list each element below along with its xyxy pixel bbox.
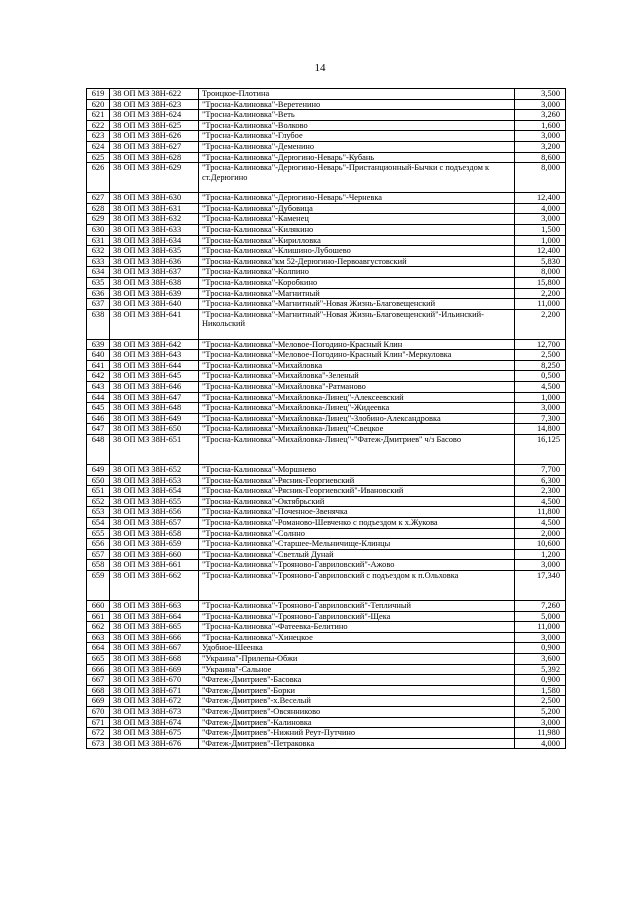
table-row bbox=[87, 696, 566, 707]
road-length-cell: 3,200 bbox=[515, 141, 566, 152]
road-id-cell: 38 ОП МЗ 38Н-669 bbox=[110, 664, 199, 675]
table-row bbox=[87, 392, 566, 403]
road-name-cell: "Фатеж-Дмитриев"-Петраковка bbox=[199, 738, 515, 749]
road-length-cell: 3,000 bbox=[515, 99, 566, 110]
row-number-cell: 666 bbox=[87, 664, 110, 675]
road-name-cell: "Тросна-Калиновка"-Коробкино bbox=[199, 277, 515, 288]
row-number-cell: 673 bbox=[87, 738, 110, 749]
road-name-cell: "Тросна-Калиновка"-Дерюгино-Неварь"-Пристанционный-Бычки с подъездом к ст.Дерюгино bbox=[199, 163, 515, 193]
table-row bbox=[87, 141, 566, 152]
road-length-cell: 4,500 bbox=[515, 518, 566, 529]
road-length-cell: 5,392 bbox=[515, 664, 566, 675]
table-row bbox=[87, 350, 566, 361]
row-number-cell: 653 bbox=[87, 507, 110, 518]
table-row bbox=[87, 475, 566, 486]
row-number-cell: 620 bbox=[87, 99, 110, 110]
table-row bbox=[87, 120, 566, 131]
row-number-cell: 630 bbox=[87, 224, 110, 235]
row-number-cell: 650 bbox=[87, 475, 110, 486]
road-length-cell: 12,400 bbox=[515, 193, 566, 204]
row-number-cell: 638 bbox=[87, 309, 110, 339]
road-id-cell: 38 ОП МЗ 38Н-654 bbox=[110, 486, 199, 497]
road-name-cell: "Тросна-Калиновка"-Старшее-Мельничище-Клинцы bbox=[199, 539, 515, 550]
road-name-cell: "Тросна-Калиновка"-Меловое-Погодино-Красный Клин"-Меркуловка bbox=[199, 350, 515, 361]
road-length-cell: 1,200 bbox=[515, 549, 566, 560]
road-id-cell: 38 ОП МЗ 38Н-641 bbox=[110, 309, 199, 339]
table-row bbox=[87, 643, 566, 654]
row-number-cell: 655 bbox=[87, 528, 110, 539]
road-length-cell: 15,800 bbox=[515, 277, 566, 288]
row-number-cell: 636 bbox=[87, 288, 110, 299]
row-number-cell: 665 bbox=[87, 653, 110, 664]
road-name-cell: "Тросна-Калиновка"-Магнитный bbox=[199, 288, 515, 299]
row-number-cell: 642 bbox=[87, 371, 110, 382]
road-length-cell: 3,000 bbox=[515, 131, 566, 142]
table-row bbox=[87, 424, 566, 435]
road-name-cell: "Тросна-Калиновка"км 52-Дерюгино-Первоавгустовский bbox=[199, 256, 515, 267]
road-id-cell: 38 ОП МЗ 38Н-657 bbox=[110, 518, 199, 529]
road-name-cell: "Тросна-Калиновка"-Клишино-Лубошево bbox=[199, 246, 515, 257]
road-length-cell: 8,250 bbox=[515, 360, 566, 371]
road-name-cell: "Тросна-Калиновка"-Михайловка-Линец"-Злобино-Александровка bbox=[199, 413, 515, 424]
road-id-cell: 38 ОП МЗ 38Н-623 bbox=[110, 99, 199, 110]
table-row bbox=[87, 214, 566, 225]
row-number-cell: 661 bbox=[87, 611, 110, 622]
road-name-cell: "Тросна-Калиновка"-Дерюгино-Неварь"-Черневка bbox=[199, 193, 515, 204]
road-length-cell: 12,700 bbox=[515, 339, 566, 350]
road-id-cell: 38 ОП МЗ 38Н-656 bbox=[110, 507, 199, 518]
road-length-cell: 0,900 bbox=[515, 643, 566, 654]
road-length-cell: 1,580 bbox=[515, 685, 566, 696]
road-length-cell: 4,000 bbox=[515, 738, 566, 749]
road-id-cell: 38 ОП МЗ 38Н-653 bbox=[110, 475, 199, 486]
road-name-cell: "Тросна-Калиновка"-Кирилловка bbox=[199, 235, 515, 246]
road-id-cell: 38 ОП МЗ 38Н-663 bbox=[110, 600, 199, 611]
road-id-cell: 38 ОП МЗ 38Н-624 bbox=[110, 110, 199, 121]
road-length-cell: 3,000 bbox=[515, 632, 566, 643]
road-length-cell: 11,980 bbox=[515, 728, 566, 739]
road-name-cell: "Тросна-Калиновка"-Октябрьский bbox=[199, 496, 515, 507]
road-id-cell: 38 ОП МЗ 38Н-642 bbox=[110, 339, 199, 350]
road-name-cell: "Тросна-Калиновка"-Михайловка"-Ратманово bbox=[199, 382, 515, 393]
road-name-cell: "Фатеж-Дмитриев"-х.Веселый bbox=[199, 696, 515, 707]
road-length-cell: 11,800 bbox=[515, 507, 566, 518]
table-row bbox=[87, 675, 566, 686]
row-number-cell: 631 bbox=[87, 235, 110, 246]
road-name-cell: "Тросна-Калиновка"-Колпино bbox=[199, 267, 515, 278]
row-number-cell: 651 bbox=[87, 486, 110, 497]
road-id-cell: 38 ОП МЗ 38Н-625 bbox=[110, 120, 199, 131]
road-id-cell: 38 ОП МЗ 38Н-658 bbox=[110, 528, 199, 539]
table-row bbox=[87, 560, 566, 571]
row-number-cell: 626 bbox=[87, 163, 110, 193]
road-length-cell: 0,500 bbox=[515, 371, 566, 382]
row-number-cell: 659 bbox=[87, 570, 110, 600]
road-length-cell: 3,260 bbox=[515, 110, 566, 121]
road-length-cell: 6,300 bbox=[515, 475, 566, 486]
row-number-cell: 654 bbox=[87, 518, 110, 529]
road-name-cell: "Тросна-Калиновка"-Деменино bbox=[199, 141, 515, 152]
row-number-cell: 634 bbox=[87, 267, 110, 278]
road-id-cell: 38 ОП МЗ 38Н-652 bbox=[110, 465, 199, 476]
table-row bbox=[87, 163, 566, 193]
table-row bbox=[87, 235, 566, 246]
row-number-cell: 628 bbox=[87, 203, 110, 214]
road-id-cell: 38 ОП МЗ 38Н-633 bbox=[110, 224, 199, 235]
road-length-cell: 7,260 bbox=[515, 600, 566, 611]
table-row bbox=[87, 600, 566, 611]
row-number-cell: 633 bbox=[87, 256, 110, 267]
road-id-cell: 38 ОП МЗ 38Н-672 bbox=[110, 696, 199, 707]
road-id-cell: 38 ОП МЗ 38Н-636 bbox=[110, 256, 199, 267]
road-name-cell: "Тросна-Калиновка"-Трояново-Гавриловский"-Тепличный bbox=[199, 600, 515, 611]
table-row bbox=[87, 256, 566, 267]
road-length-cell: 3,000 bbox=[515, 717, 566, 728]
road-length-cell: 2,500 bbox=[515, 696, 566, 707]
road-length-cell: 5,200 bbox=[515, 706, 566, 717]
road-length-cell: 2,200 bbox=[515, 309, 566, 339]
table-row bbox=[87, 89, 566, 100]
table-row bbox=[87, 339, 566, 350]
road-id-cell: 38 ОП МЗ 38Н-675 bbox=[110, 728, 199, 739]
road-length-cell: 5,000 bbox=[515, 611, 566, 622]
road-name-cell: "Тросна-Калиновка"-Веть bbox=[199, 110, 515, 121]
row-number-cell: 671 bbox=[87, 717, 110, 728]
table-row bbox=[87, 99, 566, 110]
road-length-cell: 8,000 bbox=[515, 163, 566, 193]
road-length-cell: 7,300 bbox=[515, 413, 566, 424]
table-row bbox=[87, 152, 566, 163]
road-name-cell: "Тросна-Калиновка"-Хинецкое bbox=[199, 632, 515, 643]
road-name-cell: Удобное-Шеенка bbox=[199, 643, 515, 654]
row-number-cell: 624 bbox=[87, 141, 110, 152]
road-id-cell: 38 ОП МЗ 38Н-660 bbox=[110, 549, 199, 560]
row-number-cell: 644 bbox=[87, 392, 110, 403]
table-row bbox=[87, 309, 566, 339]
table-row bbox=[87, 131, 566, 142]
row-number-cell: 664 bbox=[87, 643, 110, 654]
road-name-cell: "Тросна-Калиновка"-Волково bbox=[199, 120, 515, 131]
row-number-cell: 660 bbox=[87, 600, 110, 611]
road-id-cell: 38 ОП МЗ 38Н-661 bbox=[110, 560, 199, 571]
road-name-cell: "Тросна-Калиновка"-Рясник-Георгиевский bbox=[199, 475, 515, 486]
row-number-cell: 652 bbox=[87, 496, 110, 507]
row-number-cell: 645 bbox=[87, 403, 110, 414]
road-name-cell: "Тросна-Калиновка"-Рясник-Георгиевский"-Ивановский bbox=[199, 486, 515, 497]
road-id-cell: 38 ОП МЗ 38Н-629 bbox=[110, 163, 199, 193]
row-number-cell: 627 bbox=[87, 193, 110, 204]
road-name-cell: "Тросна-Калиновка"-Михайловка-Линец"-"Фатеж-Дмитриев" ч/з Басово bbox=[199, 435, 515, 465]
road-length-cell: 3,000 bbox=[515, 403, 566, 414]
row-number-cell: 621 bbox=[87, 110, 110, 121]
row-number-cell: 668 bbox=[87, 685, 110, 696]
row-number-cell: 647 bbox=[87, 424, 110, 435]
roads-table-body bbox=[87, 89, 566, 749]
road-name-cell: "Тросна-Калиновка"-Фатеевка-Белитино bbox=[199, 622, 515, 633]
road-name-cell: "Тросна-Калиновка"-Веретенино bbox=[199, 99, 515, 110]
road-length-cell: 1,000 bbox=[515, 235, 566, 246]
row-number-cell: 625 bbox=[87, 152, 110, 163]
road-length-cell: 8,000 bbox=[515, 267, 566, 278]
road-length-cell: 3,600 bbox=[515, 653, 566, 664]
road-length-cell: 5,830 bbox=[515, 256, 566, 267]
table-row bbox=[87, 382, 566, 393]
road-length-cell: 3,500 bbox=[515, 89, 566, 100]
road-length-cell: 11,000 bbox=[515, 299, 566, 310]
table-row bbox=[87, 706, 566, 717]
road-length-cell: 2,300 bbox=[515, 486, 566, 497]
row-number-cell: 639 bbox=[87, 339, 110, 350]
road-name-cell: "Фатеж-Дмитриев"-Калиновка bbox=[199, 717, 515, 728]
road-length-cell: 11,000 bbox=[515, 622, 566, 633]
road-length-cell: 4,500 bbox=[515, 382, 566, 393]
row-number-cell: 641 bbox=[87, 360, 110, 371]
road-name-cell: "Фатеж-Дмитриев"-Овсянниково bbox=[199, 706, 515, 717]
table-row bbox=[87, 728, 566, 739]
road-id-cell: 38 ОП МЗ 38Н-630 bbox=[110, 193, 199, 204]
row-number-cell: 640 bbox=[87, 350, 110, 361]
row-number-cell: 672 bbox=[87, 728, 110, 739]
road-id-cell: 38 ОП МЗ 38Н-634 bbox=[110, 235, 199, 246]
road-name-cell: "Тросна-Калиновка"-Светлый Дунай bbox=[199, 549, 515, 560]
road-length-cell: 16,125 bbox=[515, 435, 566, 465]
table-row bbox=[87, 549, 566, 560]
table-row bbox=[87, 653, 566, 664]
row-number-cell: 619 bbox=[87, 89, 110, 100]
road-id-cell: 38 ОП МЗ 38Н-662 bbox=[110, 570, 199, 600]
road-name-cell: "Тросна-Калиновка"-Трояново-Гавриловский"-Ажово bbox=[199, 560, 515, 571]
table-row bbox=[87, 193, 566, 204]
table-row bbox=[87, 611, 566, 622]
road-length-cell: 2,500 bbox=[515, 350, 566, 361]
table-row bbox=[87, 203, 566, 214]
table-row bbox=[87, 224, 566, 235]
road-name-cell: "Тросна-Калиновка"-Михайловка-Линец"-Алексеевский bbox=[199, 392, 515, 403]
road-name-cell: "Тросна-Калиновка"-Глубое bbox=[199, 131, 515, 142]
table-row bbox=[87, 371, 566, 382]
road-length-cell: 17,340 bbox=[515, 570, 566, 600]
road-id-cell: 38 ОП МЗ 38Н-651 bbox=[110, 435, 199, 465]
road-id-cell: 38 ОП МЗ 38Н-674 bbox=[110, 717, 199, 728]
road-id-cell: 38 ОП МЗ 38Н-666 bbox=[110, 632, 199, 643]
road-id-cell: 38 ОП МЗ 38Н-643 bbox=[110, 350, 199, 361]
road-id-cell: 38 ОП МЗ 38Н-668 bbox=[110, 653, 199, 664]
table-row bbox=[87, 632, 566, 643]
table-row bbox=[87, 267, 566, 278]
road-length-cell: 0,900 bbox=[515, 675, 566, 686]
road-id-cell: 38 ОП МЗ 38Н-627 bbox=[110, 141, 199, 152]
row-number-cell: 663 bbox=[87, 632, 110, 643]
road-id-cell: 38 ОП МЗ 38Н-670 bbox=[110, 675, 199, 686]
table-row bbox=[87, 738, 566, 749]
table-row bbox=[87, 360, 566, 371]
road-name-cell: "Тросна-Калиновка"-Михайловка-Линец"-Жидеевка bbox=[199, 403, 515, 414]
table-row bbox=[87, 277, 566, 288]
road-id-cell: 38 ОП МЗ 38Н-632 bbox=[110, 214, 199, 225]
road-id-cell: 38 ОП МЗ 38Н-646 bbox=[110, 382, 199, 393]
table-row bbox=[87, 465, 566, 476]
page-number: 14 bbox=[314, 62, 326, 74]
road-name-cell: "Украина"-Сальное bbox=[199, 664, 515, 675]
road-name-cell: "Фатеж-Дмитриев"-Борки bbox=[199, 685, 515, 696]
row-number-cell: 643 bbox=[87, 382, 110, 393]
row-number-cell: 622 bbox=[87, 120, 110, 131]
table-row bbox=[87, 539, 566, 550]
road-name-cell: "Тросна-Калиновка"-Михайловка-Линец"-Свецкое bbox=[199, 424, 515, 435]
table-row bbox=[87, 507, 566, 518]
road-id-cell: 38 ОП МЗ 38Н-622 bbox=[110, 89, 199, 100]
road-id-cell: 38 ОП МЗ 38Н-671 bbox=[110, 685, 199, 696]
road-length-cell: 1,600 bbox=[515, 120, 566, 131]
table-row bbox=[87, 496, 566, 507]
table-row bbox=[87, 413, 566, 424]
table-row bbox=[87, 435, 566, 465]
road-id-cell: 38 ОП МЗ 38Н-665 bbox=[110, 622, 199, 633]
road-name-cell: Троицкое-Плотина bbox=[199, 89, 515, 100]
road-id-cell: 38 ОП МЗ 38Н-638 bbox=[110, 277, 199, 288]
road-id-cell: 38 ОП МЗ 38Н-644 bbox=[110, 360, 199, 371]
table-row bbox=[87, 518, 566, 529]
road-length-cell: 4,000 bbox=[515, 203, 566, 214]
road-name-cell: "Тросна-Калиновка"-Магнитный"-Новая Жизнь-Благовещенский bbox=[199, 299, 515, 310]
road-name-cell: "Тросна-Калиновка"-Магнитный"-Новая Жизнь-Благовещенский"-Ильинский-Никольский bbox=[199, 309, 515, 339]
road-name-cell: "Тросна-Калиновка"-Михайловка"-Зеленый bbox=[199, 371, 515, 382]
road-name-cell: "Тросна-Калиновка"-Моршнево bbox=[199, 465, 515, 476]
road-length-cell: 3,000 bbox=[515, 214, 566, 225]
row-number-cell: 646 bbox=[87, 413, 110, 424]
road-name-cell: "Тросна-Калиновка"-Килякино bbox=[199, 224, 515, 235]
row-number-cell: 669 bbox=[87, 696, 110, 707]
road-id-cell: 38 ОП МЗ 38Н-650 bbox=[110, 424, 199, 435]
road-length-cell: 14,800 bbox=[515, 424, 566, 435]
table-row bbox=[87, 622, 566, 633]
road-id-cell: 38 ОП МЗ 38Н-659 bbox=[110, 539, 199, 550]
road-id-cell: 38 ОП МЗ 38Н-640 bbox=[110, 299, 199, 310]
road-name-cell: "Тросна-Калиновка"-Трояново-Гавриловский с подъездом к п.Ольховка bbox=[199, 570, 515, 600]
row-number-cell: 662 bbox=[87, 622, 110, 633]
road-id-cell: 38 ОП МЗ 38Н-676 bbox=[110, 738, 199, 749]
road-name-cell: "Тросна-Калиновка"-Дерюгино-Неварь"-Кубань bbox=[199, 152, 515, 163]
road-id-cell: 38 ОП МЗ 38Н-635 bbox=[110, 246, 199, 257]
road-name-cell: "Тросна-Калиновка"-Каменец bbox=[199, 214, 515, 225]
table-row bbox=[87, 664, 566, 675]
road-name-cell: "Тросна-Калиновка"-Дубовица bbox=[199, 203, 515, 214]
road-name-cell: "Украина"-Прилепы-Обжи bbox=[199, 653, 515, 664]
row-number-cell: 623 bbox=[87, 131, 110, 142]
road-id-cell: 38 ОП МЗ 38Н-648 bbox=[110, 403, 199, 414]
row-number-cell: 667 bbox=[87, 675, 110, 686]
road-name-cell: "Тросна-Калиновка"-Солнно bbox=[199, 528, 515, 539]
road-length-cell: 1,000 bbox=[515, 392, 566, 403]
road-length-cell: 4,500 bbox=[515, 496, 566, 507]
road-id-cell: 38 ОП МЗ 38Н-655 bbox=[110, 496, 199, 507]
road-length-cell: 12,400 bbox=[515, 246, 566, 257]
road-length-cell: 2,200 bbox=[515, 288, 566, 299]
table-row bbox=[87, 246, 566, 257]
table-row bbox=[87, 685, 566, 696]
road-length-cell: 1,500 bbox=[515, 224, 566, 235]
row-number-cell: 648 bbox=[87, 435, 110, 465]
road-name-cell: "Тросна-Калиновка"-Поченное-Звенячка bbox=[199, 507, 515, 518]
road-name-cell: "Тросна-Калиновка"-Михайловка bbox=[199, 360, 515, 371]
road-length-cell: 8,600 bbox=[515, 152, 566, 163]
table-row bbox=[87, 486, 566, 497]
row-number-cell: 657 bbox=[87, 549, 110, 560]
road-name-cell: "Тросна-Калиновка"-Трояново-Гавриловский"-Щека bbox=[199, 611, 515, 622]
road-length-cell: 3,000 bbox=[515, 560, 566, 571]
road-id-cell: 38 ОП МЗ 38Н-664 bbox=[110, 611, 199, 622]
road-id-cell: 38 ОП МЗ 38Н-647 bbox=[110, 392, 199, 403]
road-id-cell: 38 ОП МЗ 38Н-637 bbox=[110, 267, 199, 278]
row-number-cell: 632 bbox=[87, 246, 110, 257]
road-id-cell: 38 ОП МЗ 38Н-631 bbox=[110, 203, 199, 214]
road-length-cell: 2,000 bbox=[515, 528, 566, 539]
road-id-cell: 38 ОП МЗ 38Н-626 bbox=[110, 131, 199, 142]
table-row bbox=[87, 570, 566, 600]
row-number-cell: 635 bbox=[87, 277, 110, 288]
row-number-cell: 629 bbox=[87, 214, 110, 225]
row-number-cell: 637 bbox=[87, 299, 110, 310]
row-number-cell: 670 bbox=[87, 706, 110, 717]
table-row bbox=[87, 299, 566, 310]
row-number-cell: 649 bbox=[87, 465, 110, 476]
row-number-cell: 656 bbox=[87, 539, 110, 550]
road-length-cell: 10,600 bbox=[515, 539, 566, 550]
road-id-cell: 38 ОП МЗ 38Н-639 bbox=[110, 288, 199, 299]
road-name-cell: "Фатеж-Дмитриев"-Нижний Реут-Путчино bbox=[199, 728, 515, 739]
road-name-cell: "Тросна-Калиновка"-Романово-Шевченко с подъездом к х.Жукова bbox=[199, 518, 515, 529]
road-id-cell: 38 ОП МЗ 38Н-673 bbox=[110, 706, 199, 717]
roads-table bbox=[86, 88, 566, 749]
road-id-cell: 38 ОП МЗ 38Н-649 bbox=[110, 413, 199, 424]
table-row bbox=[87, 288, 566, 299]
road-id-cell: 38 ОП МЗ 38Н-645 bbox=[110, 371, 199, 382]
table-row bbox=[87, 528, 566, 539]
row-number-cell: 658 bbox=[87, 560, 110, 571]
road-name-cell: "Фатеж-Дмитриев"-Басовка bbox=[199, 675, 515, 686]
road-length-cell: 7,700 bbox=[515, 465, 566, 476]
road-id-cell: 38 ОП МЗ 38Н-628 bbox=[110, 152, 199, 163]
road-id-cell: 38 ОП МЗ 38Н-667 bbox=[110, 643, 199, 654]
table-row bbox=[87, 717, 566, 728]
table-row bbox=[87, 110, 566, 121]
table-row bbox=[87, 403, 566, 414]
road-name-cell: "Тросна-Калиновка"-Меловое-Погодино-Красный Клин bbox=[199, 339, 515, 350]
